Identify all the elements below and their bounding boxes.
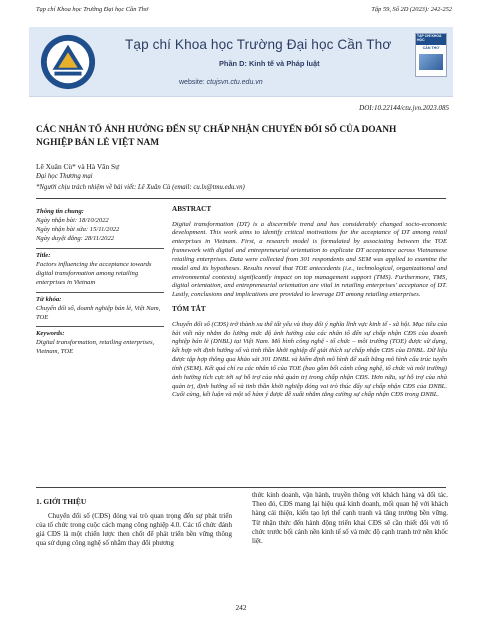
corresponding-author bbox=[36, 184, 245, 191]
tomtat-heading: TÓM TẮT bbox=[172, 305, 206, 314]
cover-name: CẦN THƠ bbox=[422, 46, 440, 50]
authors: Lê Xuân Cù* và Hà Văn Sự bbox=[36, 162, 120, 171]
article-title: CÁC NHÂN TỐ ẢNH HƯỞNG ĐẾN SỰ CHẤP NHẬN CHUYỂN ĐỔI SỐ CỦA DOANH NGHIỆP BÁN LẺ VIỆT NAM bbox=[36, 125, 397, 148]
journal-name: Tạp chí Khoa học Trường Đại học Cần Thơ bbox=[36, 6, 149, 13]
abstract-text: Digital transformation (DT) is a discernible trend and has considerably changed socio-economic development. This work aims to identify critical motivations for the acceptance of DT among retail enterprises in Vietnam. First, a research model is formulated by associating between the TOE framework with digital and entrepreneurial orientation to explicate DT acceptance across Vietnamese retailing enterprises. Data were collected from 301 respondents and SEM was applied to examine the model and its hypotheses. Results reveal that TOE antecedents (i.e., technological, organizational and environmental contexts) significantly impact on top management support (TMS). Furthermore, TMS, digital orientation, and entrepreneurial orientation are vital in retailing enterprises' acceptance of DT. Lastly, conclusions and implications are provided to leverage DT among retailing enterprises. bbox=[172, 220, 447, 299]
cover-image bbox=[419, 54, 443, 70]
running-head bbox=[36, 6, 452, 18]
journal-banner bbox=[29, 27, 453, 97]
abstract-heading: ABSTRACT bbox=[172, 205, 212, 213]
info-label: Thông tin chung: bbox=[36, 208, 85, 215]
banner-website bbox=[179, 79, 263, 86]
website-link[interactable]: ctujsvn.ctu.edu.vn bbox=[206, 79, 263, 86]
meta-divider bbox=[36, 292, 164, 293]
banner-title: Tạp chí Khoa học Trường Đại học Cần Thơ bbox=[125, 37, 392, 52]
body-column-right bbox=[252, 491, 448, 546]
body-column-left bbox=[36, 497, 232, 549]
body-paragraph: Chuyển đổi số (CĐS) đóng vai trò quan trọng đến sự phát triển của tổ chức trong cuộc cách mạng công nghiệp 4.0. Các tổ chức đánh giá CĐS là một chiến lược then chốt để phát triển bền vững thông qua sử dụng công nghệ số nhằm thay đổi phương bbox=[36, 511, 232, 548]
banner-section: Phần D: Kinh tế và Pháp luật bbox=[219, 59, 320, 68]
body-paragraph: thức kinh doanh, vận hành, truyền thông với khách hàng và đối tác. Theo đó, CĐS mang lại hiệu quả kinh doanh, mối quan hệ với khách hàng cải thiện, kiến tạo lợi thế cạnh tranh và tăng trưởng bền vững. Từ nhận thức đến hành động triển khai CĐS sẽ cần thiết đối với tổ chức trước bối cảnh nền kinh tế số và mức độ cạnh tranh trở nên khốc liệt. bbox=[252, 491, 448, 546]
keywords-vi-label: Từ khóa: bbox=[36, 295, 62, 303]
abstract-column bbox=[172, 205, 447, 400]
divider-bottom bbox=[36, 487, 446, 488]
received-date: Ngày nhận bài: 18/10/2022 bbox=[36, 216, 109, 224]
keywords-en-label: Keywords: bbox=[36, 330, 65, 338]
journal-cover-thumbnail bbox=[415, 33, 447, 77]
article-info bbox=[36, 208, 164, 357]
corresp-text: Lê Xuân Cù (email: cu.lx@tmu.edu.vn) bbox=[137, 184, 245, 191]
website-label: website: bbox=[179, 79, 205, 86]
english-title: Factors influencing the acceptance towards digital transformation among retailing enterprises in Vietnam bbox=[36, 260, 152, 286]
title-label: Title: bbox=[36, 251, 51, 259]
revised-date: Ngày nhận bài sửa: 15/11/2022 bbox=[36, 225, 120, 233]
divider-top bbox=[36, 198, 446, 199]
corresp-label: *Người chịu trách nhiệm về bài viết: bbox=[36, 184, 137, 191]
meta-divider bbox=[36, 326, 164, 327]
keywords-en: Digital transformation, retailing enterprises, Vietnam, TOE bbox=[36, 339, 155, 356]
accepted-date: Ngày duyệt đăng: 28/11/2022 bbox=[36, 234, 115, 242]
affiliation: Đại học Thương mại bbox=[36, 173, 93, 180]
section-heading: 1. GIỚI THIỆU bbox=[36, 497, 87, 506]
volume-info: Tập 59, Số 2D (2023): 242-252 bbox=[371, 6, 452, 13]
page-number: 242 bbox=[235, 603, 247, 612]
tomtat-text: Chuyển đổi số (CĐS) trở thành xu thế tất yếu và thay đổi ý nghĩa lĩnh vực kinh tế - xã hội. Mục tiêu của bài viết này nhằm đo lường mức độ ảnh hưởng của các nhân tố đến sự chấp nhận CĐS của doanh nghiệp bán lẻ (DNBL) tại Việt Nam. Mô hình công nghệ - tổ chức – môi trường (TOE) được sử dụng, kết hợp với định hướng số và tinh thần khởi nghiệp để giải thích sự chấp nhận CĐS của DNBL. Dữ liệu được tập hợp thông qua khảo sát 301 DNBL và kiểm định mô hình để xuất bằng mô hình cấu trúc tuyến tính (SEM). Kết quả chỉ ra các nhân tố của TOE (bao gồm bối cảnh công nghệ, tổ chức và môi trường) ảnh hưởng tích cực tới sự hỗ trợ của nhà quản trị trong chấp nhận CĐS. Hơn nữa, sự hỗ trợ của nhà quản trị, định hướng số và tinh thần khởi nghiệp đóng vai trò thúc đẩy sự chấp nhận CĐS của DNBL. Cuối cùng, kết luận và một số hàm ý được đề xuất nhằm tăng cường sự chấp nhận CĐS trong DNBL. bbox=[172, 320, 447, 399]
university-logo-icon bbox=[39, 33, 97, 91]
meta-divider bbox=[36, 248, 164, 249]
keywords-vi: Chuyển đổi số, doanh nghiệp bán lẻ, Việt Nam, TOE bbox=[36, 304, 161, 321]
doi[interactable]: DOI:10.22144/ctu.jvn.2023.085 bbox=[359, 104, 449, 112]
cover-head: TẠP CHÍ KHOA HỌC bbox=[416, 34, 446, 45]
